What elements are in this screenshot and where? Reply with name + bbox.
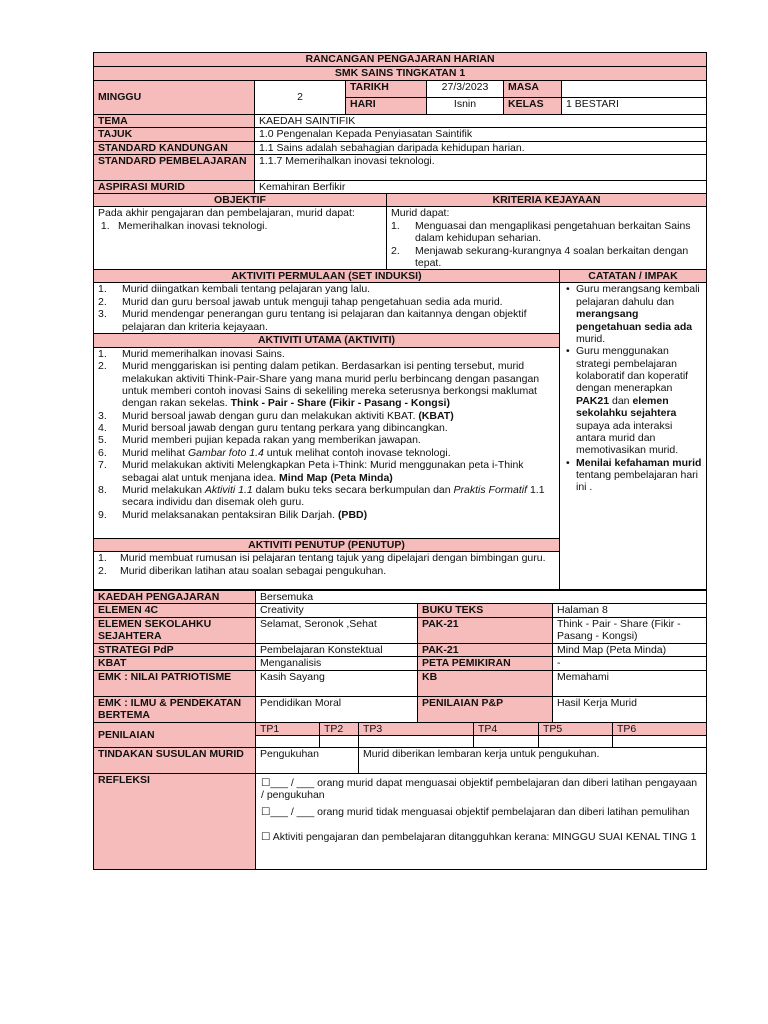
tindakan-susulan-label: TINDAKAN SUSULAN MURID (94, 747, 256, 773)
peta-pemikiran-label: PETA PEMIKIRAN (418, 657, 553, 670)
tp-cell[interactable] (474, 735, 539, 747)
objectives-table (93, 193, 707, 270)
masa-label: MASA (504, 81, 562, 98)
refleksi-content (256, 773, 707, 869)
pak21-label-1: PAK-21 (418, 617, 553, 643)
emk-nilai-value: Kasih Sayang (256, 670, 418, 696)
list-item: 1. Memerihalkan inovasi teknologi. (98, 219, 268, 232)
utama-heading: AKTIVITI UTAMA (AKTIVITI) (94, 334, 560, 347)
refleksi-line: ☐___ / ___ orang murid tidak menguasai objektif pembelajaran dan diberi latihan pemulihan (261, 805, 690, 818)
strategi-value: Pembelajaran Konstektual (256, 643, 418, 656)
sekolahku-value: Selamat, Seronok ,Sehat (256, 617, 418, 643)
pak21-value-1: Think - Pair - Share (Fikir - Pasang - Kongsi) (553, 617, 707, 643)
catatan-heading: CATATAN / IMPAK (560, 270, 707, 283)
tp-cell[interactable] (320, 735, 359, 747)
list-item: • Menilai kefahaman murid tentang pembelajaran hari ini . (566, 456, 702, 494)
hari-label: HARI (346, 98, 427, 115)
penutup-content (94, 552, 560, 590)
penilaian-label: PENILAIAN (94, 722, 256, 747)
tema-value: KAEDAH SAINTIFIK (255, 115, 707, 128)
tarikh-value: 27/3/2023 (427, 81, 504, 98)
tp-header: TP5 (539, 722, 613, 735)
aspirasi-murid-value: Kemahiran Berfikir (255, 181, 707, 194)
refleksi-label: REFLEKSI (94, 773, 256, 869)
list-item: 7. Murid melakukan aktiviti Melengkapkan Peta i-Think: Murid menggunakan peta i-Think sebagai alat untuk menjana idea. Mind Map (Peta Minda) (98, 459, 524, 484)
list-item: 5. Murid memberi pujian kepada rakan yang memberikan jawapan. (98, 434, 421, 447)
list-item: 3. Murid mendengar penerangan guru tentang isi pelajaran dan kaitannya dengan objektif pelajaran dan kriteria kejayaan. (98, 308, 527, 333)
minggu-label: MINGGU (94, 81, 255, 115)
list-item: 6. Murid melihat Gambar foto 1.4 untuk melihat contoh inovase teknologi. (98, 446, 451, 459)
masa-value (562, 81, 707, 98)
standard-pembelajaran-value: 1.1.7 Memerihalkan inovasi teknologi. (255, 155, 707, 181)
objektif-content (94, 207, 387, 270)
standard-kandungan-label: STANDARD KANDUNGAN (94, 141, 255, 154)
sekolahku-label: ELEMEN SEKOLAHKU SEJAHTERA (94, 617, 256, 643)
kb-value: Memahami (553, 670, 707, 696)
school-class-heading: SMK SAINS TINGKATAN 1 (94, 67, 707, 81)
aspirasi-murid-label: ASPIRASI MURID (94, 181, 255, 194)
minggu-value: 2 (255, 81, 346, 115)
penilaian-pp-value: Hasil Kerja Murid (553, 696, 707, 722)
tema-label: TEMA (94, 115, 255, 128)
tindakan-value: Murid diberikan lembaran kerja untuk pengukuhan. (359, 747, 707, 773)
list-item: 4. Murid bersoal jawab dengan guru tentang perkara yang dibincangkan. (98, 422, 448, 434)
tp-header: TP4 (474, 722, 539, 735)
tarikh-label: TARIKH (346, 81, 427, 98)
list-item: • Guru menggunakan strategi pembelajaran kolaboratif dan koperatif dengan menerapkan PAK21 dan elemen sekolahku sejahtera supaya ada interaksi antara murid dan memotivasikan murid. (566, 345, 689, 457)
permulaan-heading: AKTIVITI PERMULAAN (SET INDUKSI) (94, 270, 560, 283)
list-item: 2. Murid diberikan latihan atau soalan sebagai pengukuhan. (98, 564, 387, 577)
emk-ilmu-value: Pendidikan Moral (256, 696, 418, 722)
catatan-content (560, 283, 707, 590)
tp-header: TP6 (613, 722, 707, 735)
refleksi-line: ☐___ / ___ orang murid dapat menguasai objektif pembelajaran dan diberi latihan pengayaan / pengukuhan (261, 776, 698, 802)
pak21-label-2: PAK-21 (418, 643, 553, 656)
list-item: 1. Murid diingatkan kembali tentang pelajaran yang lalu. (98, 283, 371, 296)
list-item: • Guru merangsang kembali pelajaran dahulu dan merangsang pengetahuan sedia ada murid. (566, 283, 700, 345)
list-item: 2. Murid menggariskan isi penting dalam petikan. Berdasarkan isi penting tersebut, murid melakukan aktiviti Think-Pair-Share yang mana murid perlu berbincang dengan pasangan untuk memberi contoh inovasi Sains di sekeliling mereka seterusnya berkongsi maklumat dengan rakan sekelas. Think - Pair - Share (Fikir - Pasang - Kongsi) (98, 360, 540, 410)
kriteria-heading: KRITERIA KEJAYAAN (387, 194, 707, 207)
kelas-label: KELAS (504, 98, 562, 115)
list-item: 2. Menjawab sekurang-kurangnya 4 soalan berkaitan dengan tepat. (391, 244, 689, 269)
strategi-label: STRATEGI PdP (94, 643, 256, 656)
tp-cell[interactable] (256, 735, 320, 747)
list-item: 1. Murid memerihalkan inovasi Sains. (98, 347, 285, 360)
document-title: RANCANGAN PENGAJARAN HARIAN (94, 53, 707, 67)
objektif-heading: OBJEKTIF (94, 194, 387, 207)
list-item: 1. Menguasai dan mengaplikasi pengetahuan berkaitan Sains dalam kehidupan seharian. (391, 219, 691, 245)
standard-kandungan-value: 1.1 Sains adalah sebahagian daripada kehidupan harian. (255, 141, 707, 154)
elemen4c-label: ELEMEN 4C (94, 604, 256, 617)
activities-table (93, 269, 707, 590)
elemen4c-value: Creativity (256, 604, 418, 617)
details-table (93, 590, 707, 870)
kaedah-value: Bersemuka (256, 591, 707, 604)
tajuk-label: TAJUK (94, 128, 255, 141)
bukuteks-value: Halaman 8 (553, 604, 707, 617)
hari-value: Isnin (427, 98, 504, 115)
permulaan-content (94, 283, 560, 334)
tajuk-value: 1.0 Pengenalan Kepada Penyiasatan Saintifik (255, 128, 707, 141)
tindakan-type: Pengukuhan (256, 747, 359, 773)
tp-header: TP2 (320, 722, 359, 735)
kbat-label: KBAT (94, 657, 256, 670)
tp-cell[interactable] (613, 735, 707, 747)
kaedah-label: KAEDAH PENGAJARAN (94, 591, 256, 604)
tp-header: TP3 (359, 722, 474, 735)
list-item: 1. Murid membuat rumusan isi pelajaran tentang tajuk yang dipelajari dengan bimbingan guru. (98, 552, 546, 565)
list-item: 2. Murid dan guru bersoal jawab untuk menguji tahap pengetahuan sedia ada murid. (98, 295, 503, 308)
penilaian-pp-label: PENILAIAN P&P (418, 696, 553, 722)
emk-nilai-label: EMK : NILAI PATRIOTISME (94, 670, 256, 696)
list-item: 3. Murid bersoal jawab dengan guru dan melakukan aktiviti KBAT. (KBAT) (98, 409, 454, 422)
tp-cell[interactable] (539, 735, 613, 747)
utama-content (94, 347, 560, 538)
bukuteks-label: BUKU TEKS (418, 604, 553, 617)
objektif-intro: Pada akhir pengajaran dan pembelajaran, murid dapat: (98, 207, 355, 220)
tp-cell[interactable] (359, 735, 474, 747)
emk-ilmu-label: EMK : ILMU & PENDEKATAN BERTEMA (94, 696, 256, 722)
kbat-value: Menganalisis (256, 657, 418, 670)
peta-pemikiran-value: - (553, 657, 707, 670)
tp-header: TP1 (256, 722, 320, 735)
kriteria-content (387, 207, 707, 270)
list-item: 8. Murid melakukan Aktiviti 1.1 dalam buku teks secara berkumpulan dan Praktis Formatif 1.1 secara individu dan disemak oleh guru. (98, 483, 545, 509)
kb-label: KB (418, 670, 553, 696)
list-item: 9. Murid melaksanakan pentaksiran Bilik Darjah. (PBD) (98, 508, 368, 521)
kelas-value: 1 BESTARI (562, 98, 707, 115)
pak21-value-2: Mind Map (Peta Minda) (553, 643, 707, 656)
refleksi-line: ☐ Aktiviti pengajaran dan pembelajaran ditangguhkan kerana: MINGGU SUAI KENAL TING 1 (261, 831, 697, 843)
kriteria-intro: Murid dapat: (391, 207, 450, 220)
penutup-heading: AKTIVITI PENUTUP (PENUTUP) (94, 538, 560, 551)
standard-pembelajaran-label: STANDARD PEMBELAJARAN (94, 155, 255, 181)
header-table (93, 52, 707, 195)
